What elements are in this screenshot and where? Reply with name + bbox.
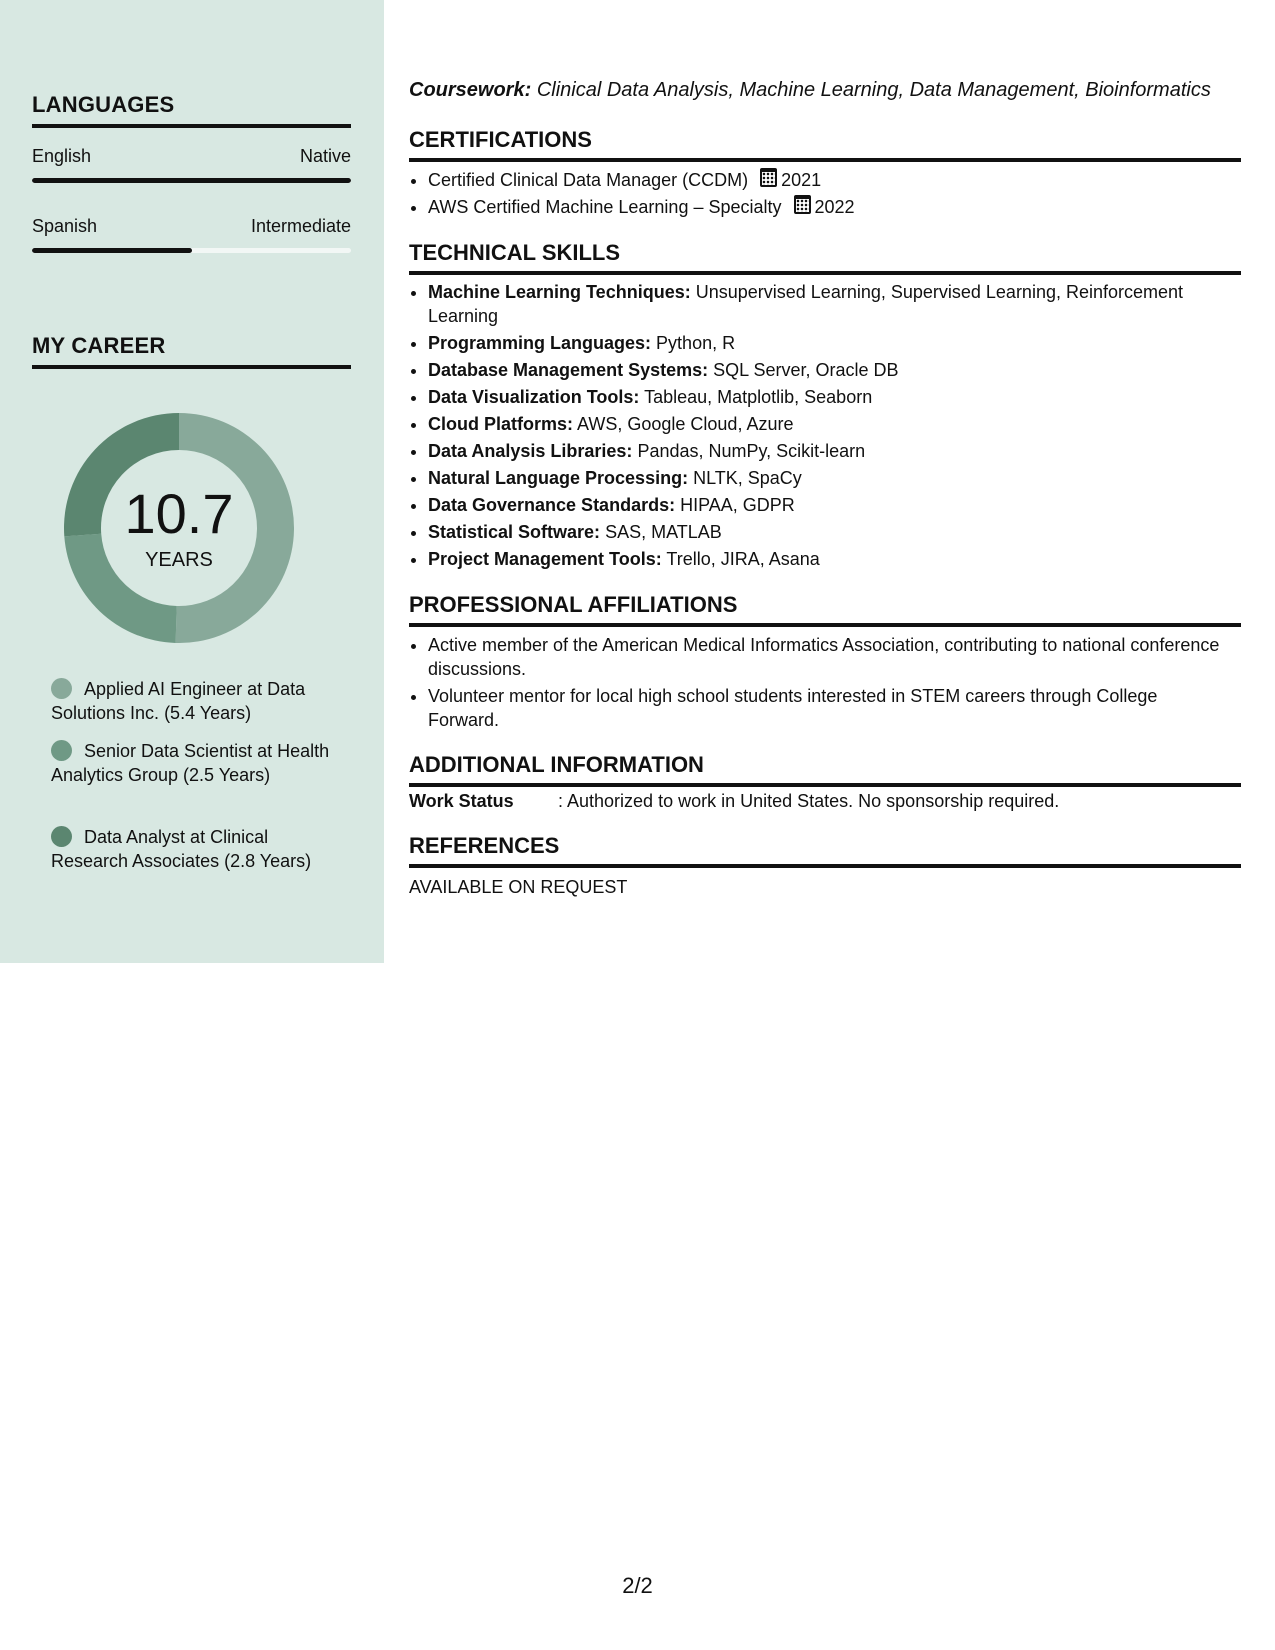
language-name: English	[32, 146, 92, 166]
career-heading: MY CAREER	[32, 333, 351, 369]
legend-dot-icon	[51, 826, 72, 847]
skill-value: HIPAA, GDPR	[680, 495, 795, 515]
skill-label: Data Governance Standards:	[428, 495, 676, 515]
skill-label: Programming Languages:	[428, 333, 652, 353]
skill-item	[428, 547, 1228, 571]
skill-item	[428, 331, 1228, 355]
career-legend-text: Senior Data Scientist at Health Analytics Group (2.5 Years)	[51, 741, 330, 785]
language-proficiency-bar	[32, 178, 351, 183]
affiliations-heading: PROFESSIONAL AFFILIATIONS	[409, 592, 1241, 627]
career-years-unit: YEARS	[145, 549, 213, 571]
affiliation-item: • Volunteer mentor for local high school students interested in STEM careers through College Forward.	[428, 684, 1228, 732]
certification-year: 2022	[814, 197, 855, 217]
career-legend-item	[51, 677, 336, 725]
career-legend-text: Data Analyst at Clinical Research Associates (2.8 Years)	[51, 827, 312, 871]
language-level: Native	[299, 146, 351, 166]
skill-value: Trello, JIRA, Asana	[666, 549, 820, 569]
skill-label: Data Analysis Libraries:	[428, 441, 633, 461]
skill-value: SAS, MATLAB	[605, 522, 722, 542]
affiliations-list	[409, 633, 1228, 735]
skill-label: Database Management Systems:	[428, 360, 709, 380]
skill-item	[428, 439, 1228, 463]
skill-value: Tableau, Matplotlib, Seaborn	[644, 387, 873, 407]
skill-value: AWS, Google Cloud, Azure	[577, 414, 794, 434]
skill-label: Data Visualization Tools:	[428, 387, 640, 407]
skill-label: Cloud Platforms:	[428, 414, 574, 434]
skill-label: Natural Language Processing:	[428, 468, 689, 488]
languages-heading: LANGUAGES	[32, 92, 351, 128]
skill-item	[428, 412, 1228, 436]
language-proficiency-fill	[32, 248, 192, 253]
language-name: Spanish	[32, 216, 98, 236]
skill-label: Project Management Tools:	[428, 549, 662, 569]
page-number: 2/2	[622, 1573, 653, 1598]
career-legend-item	[51, 825, 336, 873]
skill-value: Unsupervised Learning, Supervised Learning, Reinforcement Learning	[428, 282, 1184, 326]
coursework-label: Coursework:	[409, 79, 532, 101]
skill-item	[428, 280, 1228, 328]
certifications-list	[409, 168, 1228, 222]
skill-label: Statistical Software:	[428, 522, 601, 542]
work-status-label: Work Status	[409, 791, 514, 811]
certification-item	[428, 168, 1228, 192]
certification-name: Certified Clinical Data Manager (CCDM)	[428, 170, 749, 190]
career-legend-item	[51, 739, 336, 787]
technical-skills-heading: TECHNICAL SKILLS	[409, 240, 1241, 275]
skill-item	[428, 466, 1228, 490]
references-heading: REFERENCES	[409, 833, 1241, 868]
sidebar	[0, 0, 384, 963]
legend-dot-icon	[51, 740, 72, 761]
language-proficiency-fill	[32, 178, 351, 183]
additional-info-heading: ADDITIONAL INFORMATION	[409, 752, 1241, 787]
skill-value: NLTK, SpaCy	[693, 468, 802, 488]
coursework-text: Clinical Data Analysis, Machine Learning, Data Management, Bioinformatics	[536, 79, 1211, 101]
coursework-line	[409, 79, 1241, 102]
certification-name: AWS Certified Machine Learning – Specialty	[428, 197, 782, 217]
career-donut-chart	[64, 413, 294, 643]
skill-value: Python, R	[656, 333, 736, 353]
skill-label: Machine Learning Techniques:	[428, 282, 691, 302]
language-level: Intermediate	[250, 216, 351, 236]
certification-item	[428, 195, 1228, 219]
career-legend-text: Applied AI Engineer at Data Solutions Inc. (5.4 Years)	[51, 679, 306, 723]
technical-skills-list	[409, 280, 1228, 574]
skill-item	[428, 520, 1228, 544]
work-status-value: : Authorized to work in United States. No sponsorship required.	[558, 791, 1060, 811]
affiliation-item: • Active member of the American Medical Informatics Association, contributing to national conference discussions.	[428, 633, 1228, 681]
references-text: AVAILABLE ON REQUEST	[409, 877, 628, 897]
career-total-years: 10.7	[124, 482, 234, 545]
skill-item	[428, 358, 1228, 382]
legend-dot-icon	[51, 678, 72, 699]
calendar-icon	[794, 195, 811, 214]
certifications-heading: CERTIFICATIONS	[409, 127, 1241, 162]
skill-value: SQL Server, Oracle DB	[713, 360, 899, 380]
calendar-icon	[760, 168, 777, 187]
skill-value: Pandas, NumPy, Scikit-learn	[637, 441, 866, 461]
certification-year: 2021	[781, 170, 822, 190]
skill-item	[428, 493, 1228, 517]
language-proficiency-bar	[32, 248, 351, 253]
skill-item	[428, 385, 1228, 409]
